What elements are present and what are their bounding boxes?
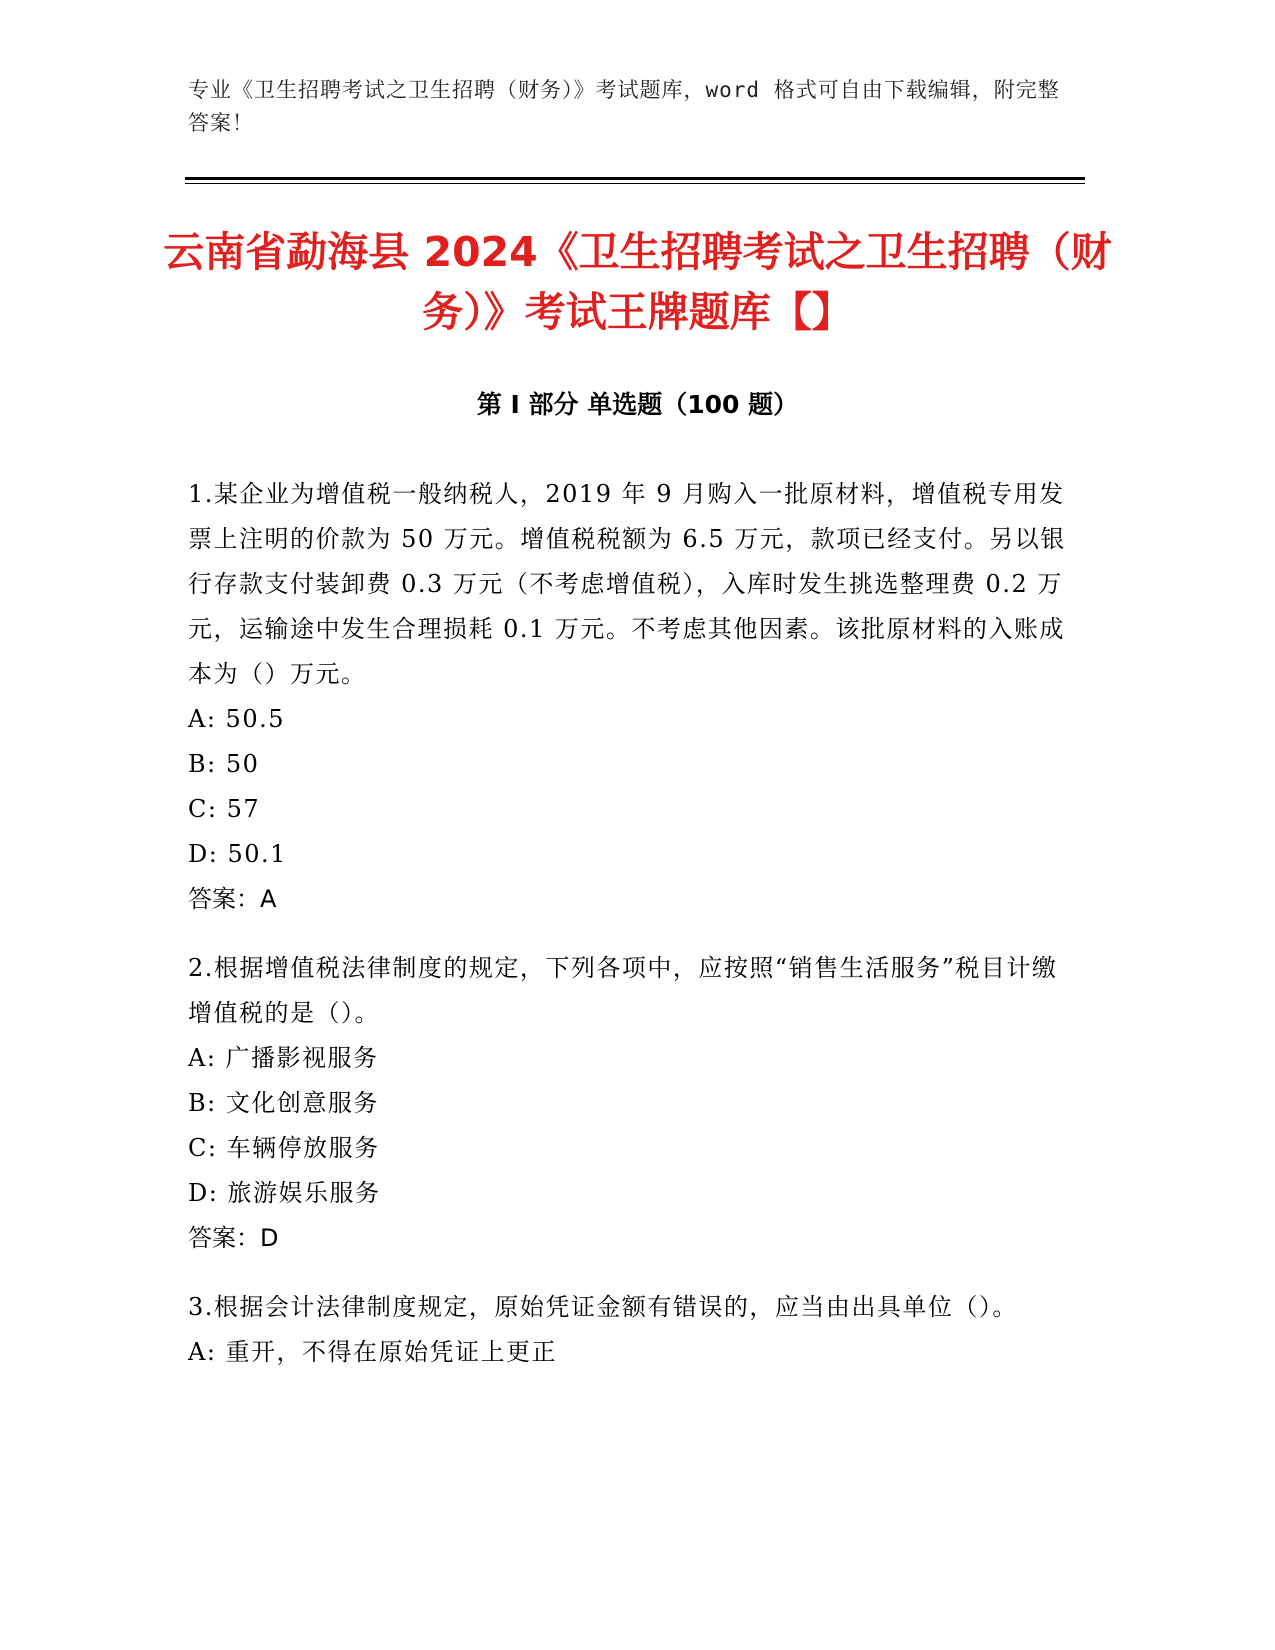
question-text: 1.某企业为增值税一般纳税人，2019 年 9 月购入一批原材料，增值税专用发票上注明的价款为 50 万元。增值税税额为 6.5 万元，款项已经支付。另以银行存款支付装卸费 0.3 万元（不考虑增值税），入库时发生挑选整理费 0.2 万元，运输途中发生合理损耗 0.1 万元。不考虑其他因素。该批原材料的入账成本为（）万元。 (188, 480, 1066, 688)
option-d: D: 50.1 (188, 840, 287, 868)
option-d: D: 旅游娱乐服务 (188, 1179, 381, 1207)
option-c: C: 车辆停放服务 (188, 1134, 380, 1162)
answer-line: 答案：D (188, 1224, 279, 1252)
section-heading: 第 I 部分 单选题（100 题） (476, 390, 799, 419)
answer-line: 答案：A (188, 885, 277, 913)
option-a: A: 广播影视服务 (188, 1044, 379, 1072)
document-title: 云南省勐海县 2024《卫生招聘考试之卫生招聘（财务）》考试王牌题库【】 (163, 228, 1112, 336)
question-item (188, 1285, 1068, 1375)
question-item (188, 472, 1068, 922)
question-text: 3.根据会计法律制度规定，原始凭证金额有错误的，应当由出具单位（）。 (188, 1293, 1018, 1321)
header-note: 专业《卫生招聘考试之卫生招聘（财务）》考试题库，word 格式可自由下载编辑，附完整答案！ (188, 78, 1060, 135)
question-text: 2.根据增值税法律制度的规定，下列各项中，应按照“销售生活服务”税目计缴增值税的是（）。 (188, 954, 1058, 1027)
question-list (188, 472, 1068, 1399)
option-c: C: 57 (188, 795, 261, 823)
option-a: A: 50.5 (188, 705, 285, 733)
header-divider-thick (185, 177, 1085, 180)
option-a: A: 重开，不得在原始凭证上更正 (188, 1338, 558, 1366)
option-b: B: 文化创意服务 (188, 1089, 379, 1117)
option-b: B: 50 (188, 750, 260, 778)
header-divider-thin (185, 183, 1085, 184)
question-item (188, 946, 1068, 1261)
